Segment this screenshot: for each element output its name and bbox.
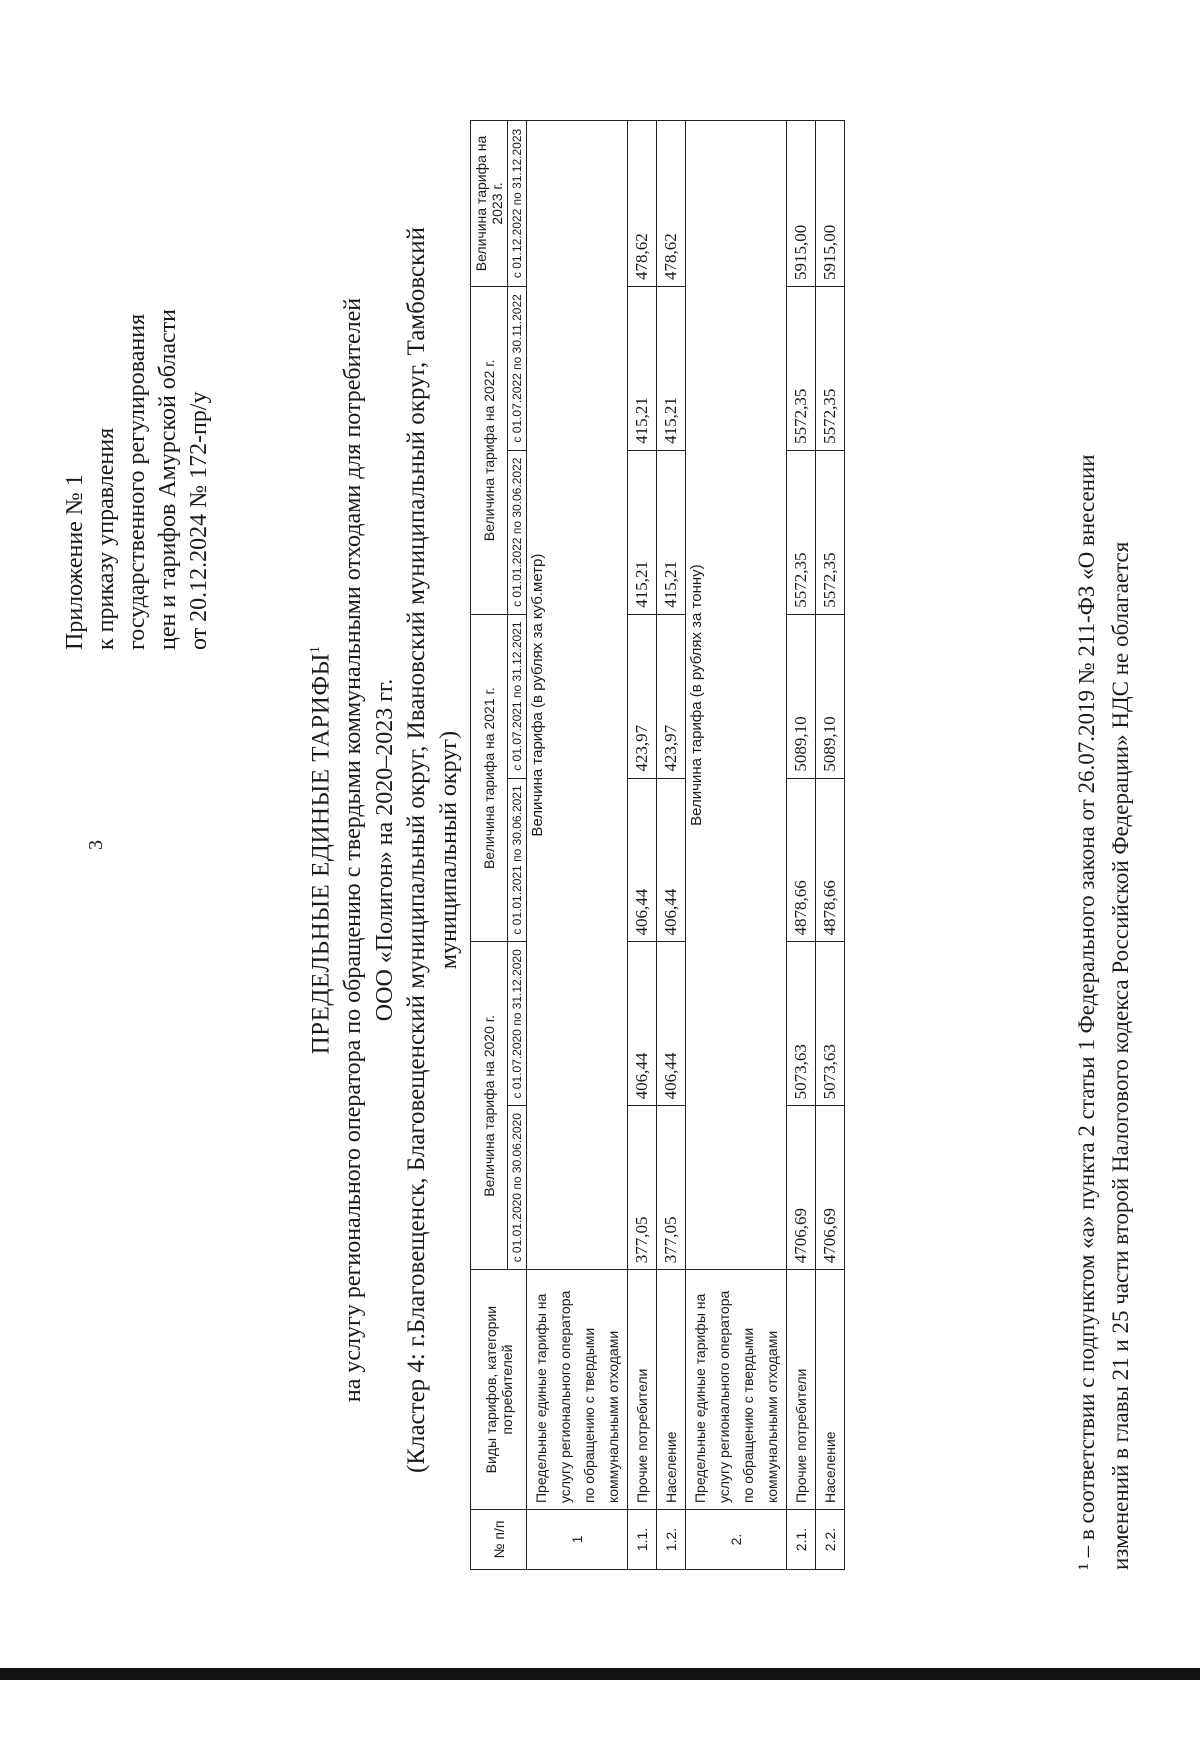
row-value: 406,44 <box>657 778 686 942</box>
footnote <box>1070 110 1138 1570</box>
appendix-block <box>60 130 215 650</box>
row-value: 4706,69 <box>787 1106 816 1270</box>
appendix-line: цен и тарифов Амурской области <box>155 308 181 650</box>
title-line: ООО «Полигон» на 2020–2023 гг. <box>372 678 399 1022</box>
table-header-row <box>471 121 508 1570</box>
appendix-line: к приказу управления <box>93 427 119 650</box>
row-index: 1.2. <box>657 1510 686 1570</box>
row-value: 406,44 <box>657 942 686 1106</box>
header-year: Величина тарифа на 2020 г. <box>471 942 508 1270</box>
row-name: Население <box>657 1270 686 1510</box>
row-value: 478,62 <box>628 121 657 287</box>
row-value: 5073,63 <box>787 942 816 1106</box>
group-name: Предельные единые тарифы на услугу регионального оператора по обращению с твердыми коммунальными отходами <box>686 1270 787 1510</box>
title-line: на услугу регионального оператора по обращению с твердыми коммунальными отходами для потребителей <box>340 297 367 1403</box>
table-group-row <box>527 121 628 1570</box>
row-index: 2.1. <box>787 1510 816 1570</box>
unit-label: Величина тарифа (в рублях за тонну) <box>686 121 787 1270</box>
group-index: 2. <box>686 1510 787 1570</box>
table-row <box>657 121 686 1570</box>
row-value: 406,44 <box>628 778 657 942</box>
table-row <box>816 121 845 1570</box>
row-value: 5089,10 <box>816 614 845 778</box>
header-num: № п/п <box>471 1510 527 1570</box>
row-value: 377,05 <box>628 1106 657 1270</box>
row-name: Население <box>816 1270 845 1510</box>
row-index: 2.2. <box>816 1510 845 1570</box>
document-title: ПРЕДЕЛЬНЫЕ ЕДИНЫЕ ТАРИФЫ$^1$ <box>307 645 335 1055</box>
table-row <box>787 121 816 1570</box>
cluster-line: (Кластер 4: г.Благовещенск, Благовещенский муниципальный округ, Ивановский муниципальный округ, Тамбовский <box>403 227 431 1474</box>
appendix-line: Приложение № 1 <box>62 474 88 650</box>
row-value: 4878,66 <box>787 778 816 942</box>
header-period: с 01.12.2022 по 31.12.2023 <box>508 121 527 287</box>
appendix-line: государственного регулирования <box>124 313 150 650</box>
row-value: 415,21 <box>628 450 657 614</box>
scan-edge-bar <box>0 1668 1200 1680</box>
row-value: 406,44 <box>628 942 657 1106</box>
row-value: 423,97 <box>628 614 657 778</box>
header-period: с 01.01.2022 по 30.06.2022 <box>508 450 527 614</box>
row-value: 5572,35 <box>816 450 845 614</box>
page-number: 3 <box>85 840 107 850</box>
footnote-line: ¹ – в соответствии с подпунктом «а» пункта 2 статьи 1 Федерального закона от 26.07.2019 № 211-ФЗ «О внесении <box>1074 454 1099 1570</box>
appendix-line: от 20.12.2024 № 172-пр/у <box>186 391 212 650</box>
header-year: Величина тарифа на 2023 г. <box>471 121 508 287</box>
row-value: 5572,35 <box>787 286 816 450</box>
header-period: с 01.07.2020 по 31.12.2020 <box>508 942 527 1106</box>
group-name: Предельные единые тарифы на услугу регионального оператора по обращению с твердыми коммунальными отходами <box>527 1270 628 1510</box>
footnote-line: изменений в главы 21 и 25 части второй Налогового кодекса Российской Федерации» НДС не облагается <box>1108 541 1133 1570</box>
cluster-line: муниципальный округ) <box>436 730 463 970</box>
rotated-sheet <box>60 90 1160 1610</box>
table-group-row <box>686 121 787 1570</box>
row-value: 4706,69 <box>816 1106 845 1270</box>
header-period: с 01.07.2022 по 30.11.2022 <box>508 286 527 450</box>
header-type: Виды тарифов, категории потребителей <box>471 1270 527 1510</box>
header-year: Величина тарифа на 2022 г. <box>471 286 508 614</box>
row-value: 5915,00 <box>816 121 845 287</box>
row-value: 478,62 <box>657 121 686 287</box>
row-value: 415,21 <box>657 450 686 614</box>
row-value: 5572,35 <box>816 286 845 450</box>
header-period: с 01.01.2020 по 30.06.2020 <box>508 1106 527 1270</box>
row-name: Прочие потребители <box>787 1270 816 1510</box>
footnote-mark: 1 <box>308 645 323 654</box>
row-value: 5915,00 <box>787 121 816 287</box>
header-period: с 01.01.2021 по 30.06.2021 <box>508 778 527 942</box>
title-block <box>300 130 465 1570</box>
row-value: 5572,35 <box>787 450 816 614</box>
row-value: 4878,66 <box>816 778 845 942</box>
header-period: с 01.07.2021 по 31.12.2021 <box>508 614 527 778</box>
row-value: 415,21 <box>657 286 686 450</box>
row-value: 377,05 <box>657 1106 686 1270</box>
row-value: 415,21 <box>628 286 657 450</box>
row-index: 1.1. <box>628 1510 657 1570</box>
table-row <box>628 121 657 1570</box>
tariff-table <box>470 120 845 1570</box>
row-value: 5073,63 <box>816 942 845 1106</box>
group-index: 1 <box>527 1510 628 1570</box>
row-value: 5089,10 <box>787 614 816 778</box>
header-year: Величина тарифа на 2021 г. <box>471 614 508 942</box>
row-name: Прочие потребители <box>628 1270 657 1510</box>
unit-label: Величина тарифа (в рублях за куб.метр) <box>527 121 628 1270</box>
row-value: 423,97 <box>657 614 686 778</box>
